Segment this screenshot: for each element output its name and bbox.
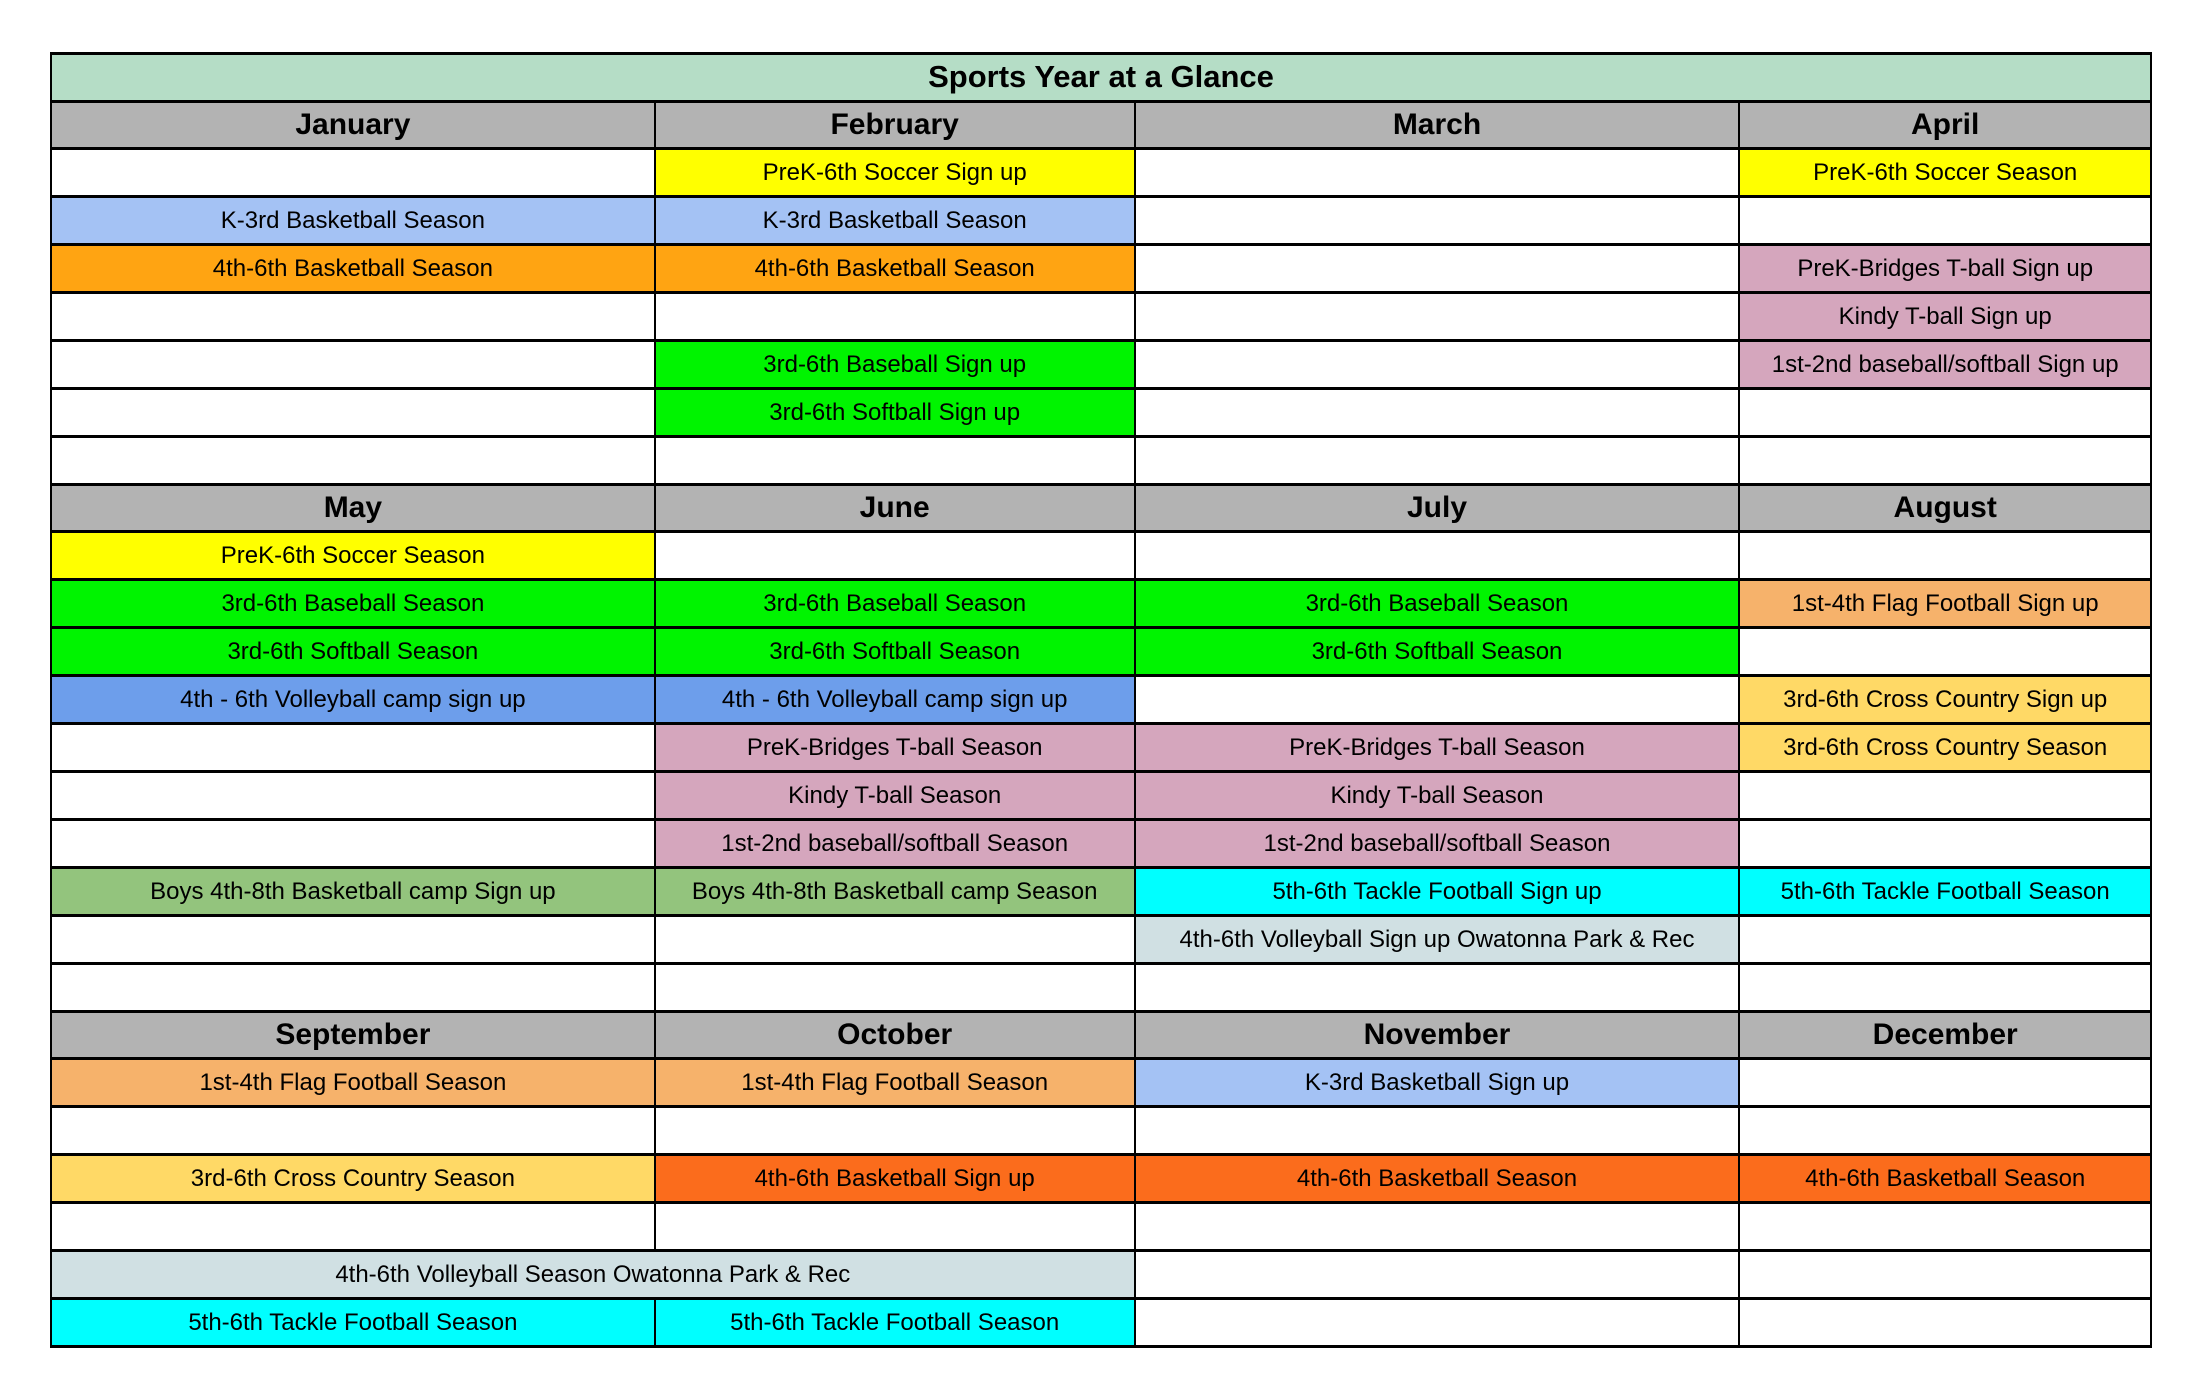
event-cell: K-3rd Basketball Sign up bbox=[1135, 1059, 1740, 1107]
empty-cell bbox=[1739, 820, 2151, 868]
month-header-row bbox=[51, 1012, 2151, 1059]
empty-cell bbox=[1135, 532, 1740, 580]
empty-cell bbox=[1135, 1251, 1740, 1299]
event-cell: 4th-6th Basketball Sign up bbox=[655, 1155, 1135, 1203]
empty-cell bbox=[1739, 1251, 2151, 1299]
schedule-row bbox=[51, 245, 2151, 293]
empty-cell bbox=[51, 341, 655, 389]
empty-cell bbox=[655, 916, 1135, 964]
schedule-row bbox=[51, 1107, 2151, 1155]
empty-cell bbox=[1135, 389, 1740, 437]
empty-cell bbox=[51, 437, 655, 485]
event-cell: 1st-4th Flag Football Season bbox=[51, 1059, 655, 1107]
empty-cell bbox=[1739, 916, 2151, 964]
empty-cell bbox=[1135, 1203, 1740, 1251]
empty-cell bbox=[1135, 676, 1740, 724]
empty-cell bbox=[655, 964, 1135, 1012]
empty-cell bbox=[51, 149, 655, 197]
schedule-row bbox=[51, 724, 2151, 772]
empty-cell bbox=[655, 532, 1135, 580]
event-cell: 1st-2nd baseball/softball Sign up bbox=[1739, 341, 2151, 389]
event-cell: 4th - 6th Volleyball camp sign up bbox=[51, 676, 655, 724]
month-header-february: February bbox=[655, 102, 1135, 149]
event-cell: 3rd-6th Baseball Sign up bbox=[655, 341, 1135, 389]
month-header-january: January bbox=[51, 102, 655, 149]
event-cell: 4th-6th Basketball Season bbox=[51, 245, 655, 293]
schedule-row bbox=[51, 772, 2151, 820]
event-cell: 4th-6th Basketball Season bbox=[1739, 1155, 2151, 1203]
schedule-row bbox=[51, 1155, 2151, 1203]
schedule-row bbox=[51, 1251, 2151, 1299]
empty-cell bbox=[1135, 437, 1740, 485]
schedule-row bbox=[51, 437, 2151, 485]
schedule-row bbox=[51, 1299, 2151, 1347]
empty-cell bbox=[51, 389, 655, 437]
event-cell: 4th-6th Volleyball Season Owatonna Park & Rec bbox=[51, 1251, 1135, 1299]
empty-cell bbox=[1135, 197, 1740, 245]
event-cell: 5th-6th Tackle Football Season bbox=[51, 1299, 655, 1347]
empty-cell bbox=[1739, 1299, 2151, 1347]
event-cell: 1st-2nd baseball/softball Season bbox=[655, 820, 1135, 868]
event-cell: Boys 4th-8th Basketball camp Season bbox=[655, 868, 1135, 916]
schedule-row bbox=[51, 964, 2151, 1012]
event-cell: 3rd-6th Cross Country Season bbox=[51, 1155, 655, 1203]
month-header-may: May bbox=[51, 485, 655, 532]
event-cell: 5th-6th Tackle Football Season bbox=[1739, 868, 2151, 916]
empty-cell bbox=[51, 1107, 655, 1155]
event-cell: 3rd-6th Softball Season bbox=[51, 628, 655, 676]
empty-cell bbox=[1739, 437, 2151, 485]
month-header-row bbox=[51, 102, 2151, 149]
empty-cell bbox=[1739, 1107, 2151, 1155]
schedule-row bbox=[51, 628, 2151, 676]
event-cell: PreK-Bridges T-ball Season bbox=[655, 724, 1135, 772]
empty-cell bbox=[1739, 197, 2151, 245]
event-cell: 3rd-6th Baseball Season bbox=[51, 580, 655, 628]
empty-cell bbox=[51, 724, 655, 772]
empty-cell bbox=[1739, 628, 2151, 676]
empty-cell bbox=[1739, 532, 2151, 580]
title-row bbox=[51, 54, 2151, 102]
event-cell: PreK-Bridges T-ball Sign up bbox=[1739, 245, 2151, 293]
month-header-july: July bbox=[1135, 485, 1740, 532]
event-cell: PreK-6th Soccer Sign up bbox=[655, 149, 1135, 197]
schedule-row bbox=[51, 197, 2151, 245]
empty-cell bbox=[655, 1107, 1135, 1155]
empty-cell bbox=[1135, 293, 1740, 341]
month-header-june: June bbox=[655, 485, 1135, 532]
event-cell: 1st-2nd baseball/softball Season bbox=[1135, 820, 1740, 868]
empty-cell bbox=[51, 916, 655, 964]
month-header-october: October bbox=[655, 1012, 1135, 1059]
empty-cell bbox=[1135, 1107, 1740, 1155]
empty-cell bbox=[655, 293, 1135, 341]
schedule-row bbox=[51, 1203, 2151, 1251]
empty-cell bbox=[51, 820, 655, 868]
event-cell: Boys 4th-8th Basketball camp Sign up bbox=[51, 868, 655, 916]
event-cell: 3rd-6th Softball Sign up bbox=[655, 389, 1135, 437]
sports-year-table bbox=[50, 52, 2152, 1348]
event-cell: 4th-6th Basketball Season bbox=[655, 245, 1135, 293]
event-cell: K-3rd Basketball Season bbox=[51, 197, 655, 245]
event-cell: PreK-6th Soccer Season bbox=[1739, 149, 2151, 197]
empty-cell bbox=[1135, 245, 1740, 293]
table-title: Sports Year at a Glance bbox=[51, 54, 2151, 102]
schedule-row bbox=[51, 1059, 2151, 1107]
event-cell: 4th-6th Volleyball Sign up Owatonna Park & Rec bbox=[1135, 916, 1740, 964]
schedule-row bbox=[51, 916, 2151, 964]
event-cell: 5th-6th Tackle Football Season bbox=[655, 1299, 1135, 1347]
event-cell: 3rd-6th Baseball Season bbox=[1135, 580, 1740, 628]
event-cell: K-3rd Basketball Season bbox=[655, 197, 1135, 245]
month-header-march: March bbox=[1135, 102, 1740, 149]
event-cell: PreK-6th Soccer Season bbox=[51, 532, 655, 580]
month-header-august: August bbox=[1739, 485, 2151, 532]
schedule-row bbox=[51, 868, 2151, 916]
empty-cell bbox=[51, 1203, 655, 1251]
empty-cell bbox=[1739, 389, 2151, 437]
empty-cell bbox=[1739, 1203, 2151, 1251]
month-header-december: December bbox=[1739, 1012, 2151, 1059]
month-header-april: April bbox=[1739, 102, 2151, 149]
schedule-row bbox=[51, 341, 2151, 389]
month-header-november: November bbox=[1135, 1012, 1740, 1059]
empty-cell bbox=[1135, 964, 1740, 1012]
schedule-row bbox=[51, 532, 2151, 580]
empty-cell bbox=[1135, 149, 1740, 197]
event-cell: 4th-6th Basketball Season bbox=[1135, 1155, 1740, 1203]
empty-cell bbox=[1739, 772, 2151, 820]
empty-cell bbox=[51, 964, 655, 1012]
event-cell: 3rd-6th Baseball Season bbox=[655, 580, 1135, 628]
month-header-september: September bbox=[51, 1012, 655, 1059]
empty-cell bbox=[1135, 341, 1740, 389]
schedule-row bbox=[51, 820, 2151, 868]
empty-cell bbox=[1135, 1299, 1740, 1347]
event-cell: 3rd-6th Cross Country Season bbox=[1739, 724, 2151, 772]
event-cell: PreK-Bridges T-ball Season bbox=[1135, 724, 1740, 772]
schedule-row bbox=[51, 580, 2151, 628]
empty-cell bbox=[1739, 964, 2151, 1012]
schedule-row bbox=[51, 676, 2151, 724]
event-cell: Kindy T-ball Season bbox=[655, 772, 1135, 820]
event-cell: 4th - 6th Volleyball camp sign up bbox=[655, 676, 1135, 724]
event-cell: 1st-4th Flag Football Season bbox=[655, 1059, 1135, 1107]
event-cell: 1st-4th Flag Football Sign up bbox=[1739, 580, 2151, 628]
schedule-row bbox=[51, 389, 2151, 437]
event-cell: Kindy T-ball Sign up bbox=[1739, 293, 2151, 341]
empty-cell bbox=[1739, 1059, 2151, 1107]
empty-cell bbox=[51, 772, 655, 820]
event-cell: 3rd-6th Cross Country Sign up bbox=[1739, 676, 2151, 724]
empty-cell bbox=[51, 293, 655, 341]
schedule-row bbox=[51, 149, 2151, 197]
empty-cell bbox=[655, 1203, 1135, 1251]
empty-cell bbox=[655, 437, 1135, 485]
month-header-row bbox=[51, 485, 2151, 532]
event-cell: 3rd-6th Softball Season bbox=[1135, 628, 1740, 676]
event-cell: Kindy T-ball Season bbox=[1135, 772, 1740, 820]
event-cell: 5th-6th Tackle Football Sign up bbox=[1135, 868, 1740, 916]
event-cell: 3rd-6th Softball Season bbox=[655, 628, 1135, 676]
schedule-row bbox=[51, 293, 2151, 341]
